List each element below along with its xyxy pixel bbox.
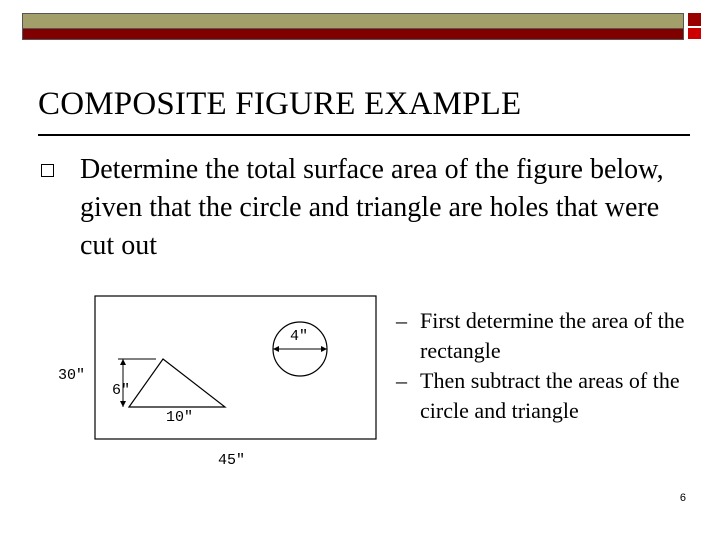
rect-width-label: 45"	[218, 452, 246, 469]
triangle-height-arrow-bottom	[120, 401, 126, 407]
circle-diameter-label: 4"	[290, 328, 309, 345]
rect-height-label: 30"	[58, 367, 86, 384]
circle-diameter-arrow-right	[321, 346, 327, 352]
dash-bullet: –	[396, 308, 407, 333]
sub-bullet-item	[396, 306, 696, 366]
page-title: COMPOSITE FIGURE EXAMPLE	[38, 86, 522, 122]
sub-bullet-text: First determine the area of the rectangle	[420, 308, 685, 363]
main-bullet-text: Determine the total surface area of the figure below, given that the circle and triangle are holes that were cut out	[80, 154, 664, 261]
sub-bullet-item	[396, 366, 696, 426]
triangle-height-arrow-top	[120, 359, 126, 365]
sub-bullet-text: Then subtract the areas of the circle and triangle	[420, 368, 680, 423]
triangle-base-label: 10"	[166, 409, 194, 426]
circle-diameter-arrow-left	[273, 346, 279, 352]
sub-bullet-list	[396, 306, 696, 426]
dash-bullet: –	[396, 368, 407, 393]
triangle-height-label: 6"	[112, 382, 131, 399]
figure-rectangle	[95, 296, 376, 439]
figure-triangle	[129, 359, 225, 407]
page-number: 6	[679, 492, 686, 504]
